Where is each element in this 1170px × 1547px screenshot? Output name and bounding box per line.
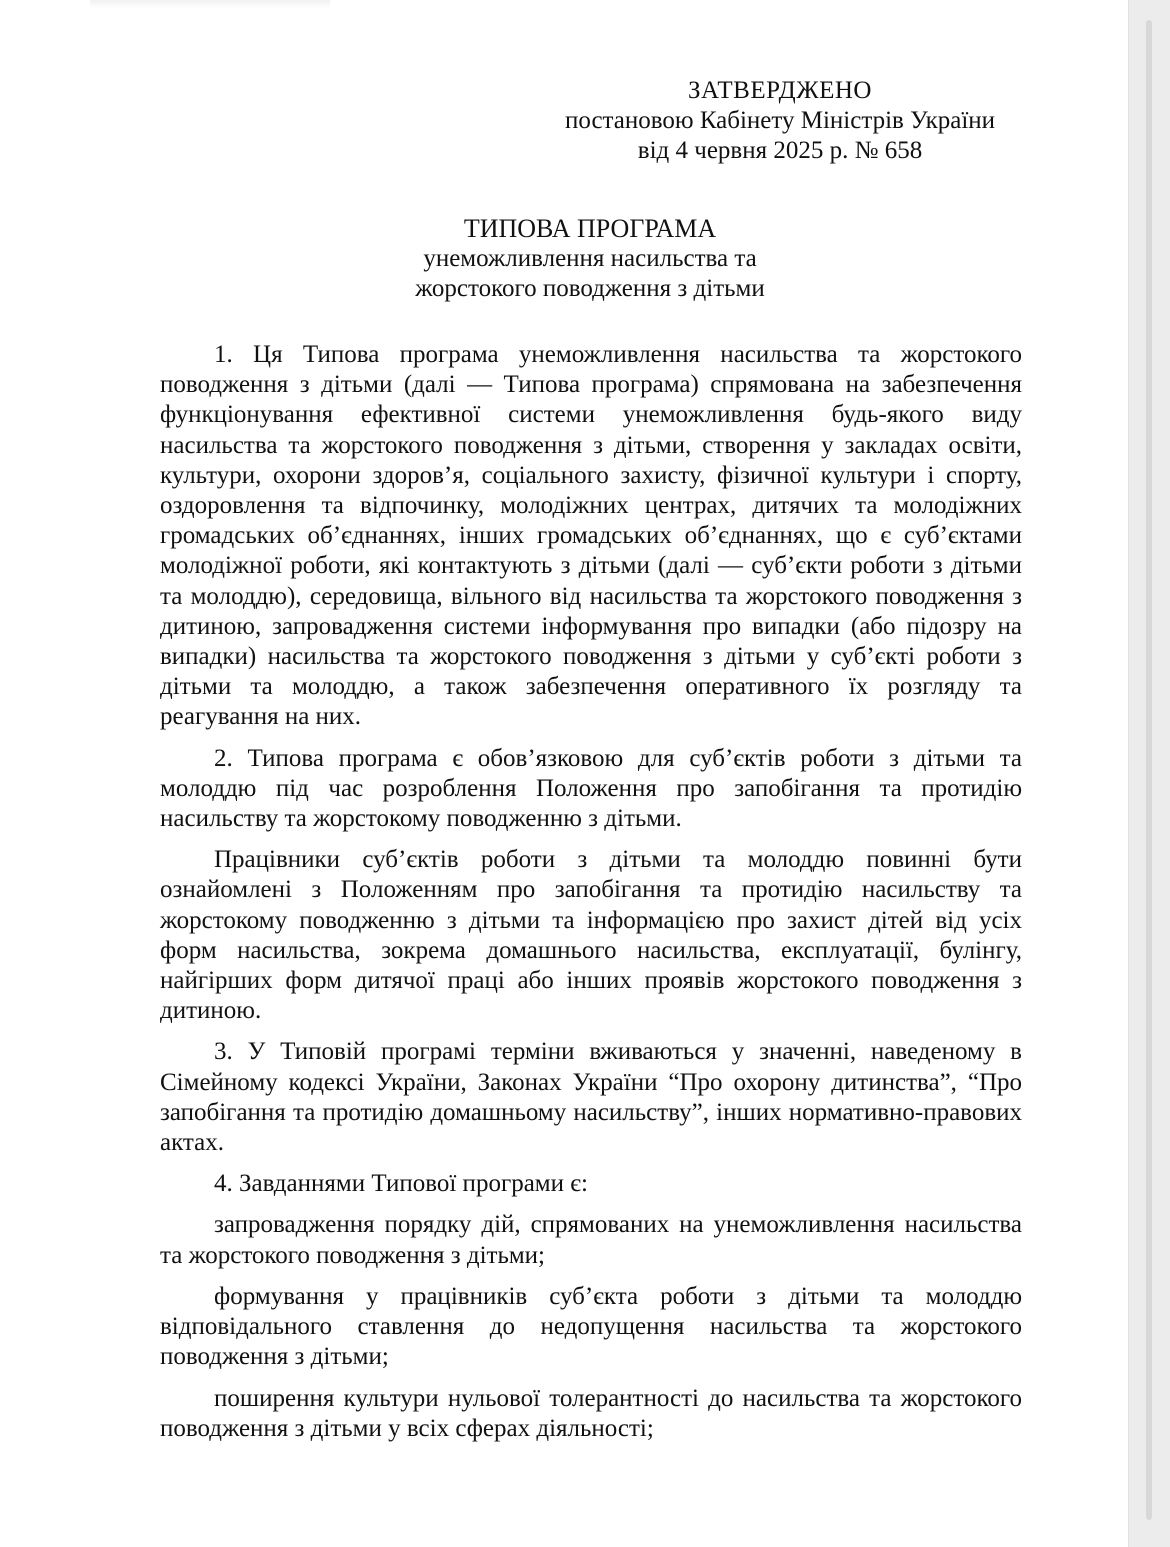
paragraph-4: 4. Завданнями Типової програми є: (214, 1170, 588, 1198)
paragraph-employees: Працівники суб’єктів роботи з дітьми та молоддю повинні бути ознайомлені з Положенням про запобігання та протидію насильству та жорстокому поводженню з дітьми та інформацією про захист дітей від усіх форм насильства, зокрема домашнього насильства, експлуатації, булінгу, найгірших форм дитячої праці або інших проявів жорстокого поводження з дитиною. (160, 846, 1022, 1025)
document-body (160, 340, 1022, 1455)
paragraph-1: 1. Ця Типова програма унеможливлення насильства та жорстокого поводження з дітьми (далі — Типова програма) спрямована на забезпечення функціонування ефективної системи унеможливлення будь-якого виду насильства та жорстокого поводження з дітьми, створення у закладах освіти, культури, охорони здоров’я, соціального захисту, фізичної культури і спорту, оздоровлення та відпочинку, молодіжних центрах, дитячих та молодіжних громадських об’єднаннях, інших громадських об’єднаннях, що є суб’єктами молодіжної роботи, які контактують з дітьми (далі — суб’єкти роботи з дітьми та молоддю), середовища, вільного від насильства та жорстокого поводження з дитиною, запровадження системи інформування про випадки (або підозру на випадки) насильства та жорстокого поводження з дітьми у суб’єкті роботи з дітьми та молоддю, а також забезпечення оперативного їх розгляду та реагування на них. (160, 341, 1022, 731)
task-item-3: поширення культури нульової толерантності до насильства та жорстокого поводження з дітьми у всіх сферах діяльності; (160, 1384, 1022, 1442)
title-line-2: жорстокого поводження з дітьми (415, 275, 765, 302)
approval-stamp (540, 76, 1020, 166)
resolution-date: від 4 червня 2025 р. № 658 (637, 137, 923, 164)
task-item-1: запровадження порядку дій, спрямованих на унеможливлення насильства та жорстокого поводження з дітьми; (160, 1211, 1022, 1269)
resolution-line: постановою Кабінету Міністрів України (564, 107, 996, 134)
title-main: ТИПОВА ПРОГРАМА (463, 214, 717, 243)
approved-heading: ЗАТВЕРДЖЕНО (688, 77, 872, 104)
paragraph-3: 3. У Типовій програмі терміни вживаються у значенні, наведеному в Сімейному кодексі України, Законах України “Про охорону дитинства”, “Про запобігання та протидію домашньому насильству”, інших нормативно-правових актах. (160, 1038, 1022, 1157)
document-title (160, 214, 1020, 304)
title-line-1: унеможливлення насильства та (423, 245, 757, 272)
top-shadow (90, 0, 330, 8)
paragraph-2: 2. Типова програма є обов’язковою для суб’єктів роботи з дітьми та молоддю під час розроблення Положення про запобігання та протидію насильству та жорстокому поводженню з дітьми. (160, 744, 1022, 833)
scrollbar-thumb[interactable] (1146, 20, 1152, 1520)
task-item-2: формування у працівників суб’єкта роботи з дітьми та молоддю відповідального ставлення до недопущення насильства та жорстокого поводження з дітьми; (160, 1282, 1022, 1371)
